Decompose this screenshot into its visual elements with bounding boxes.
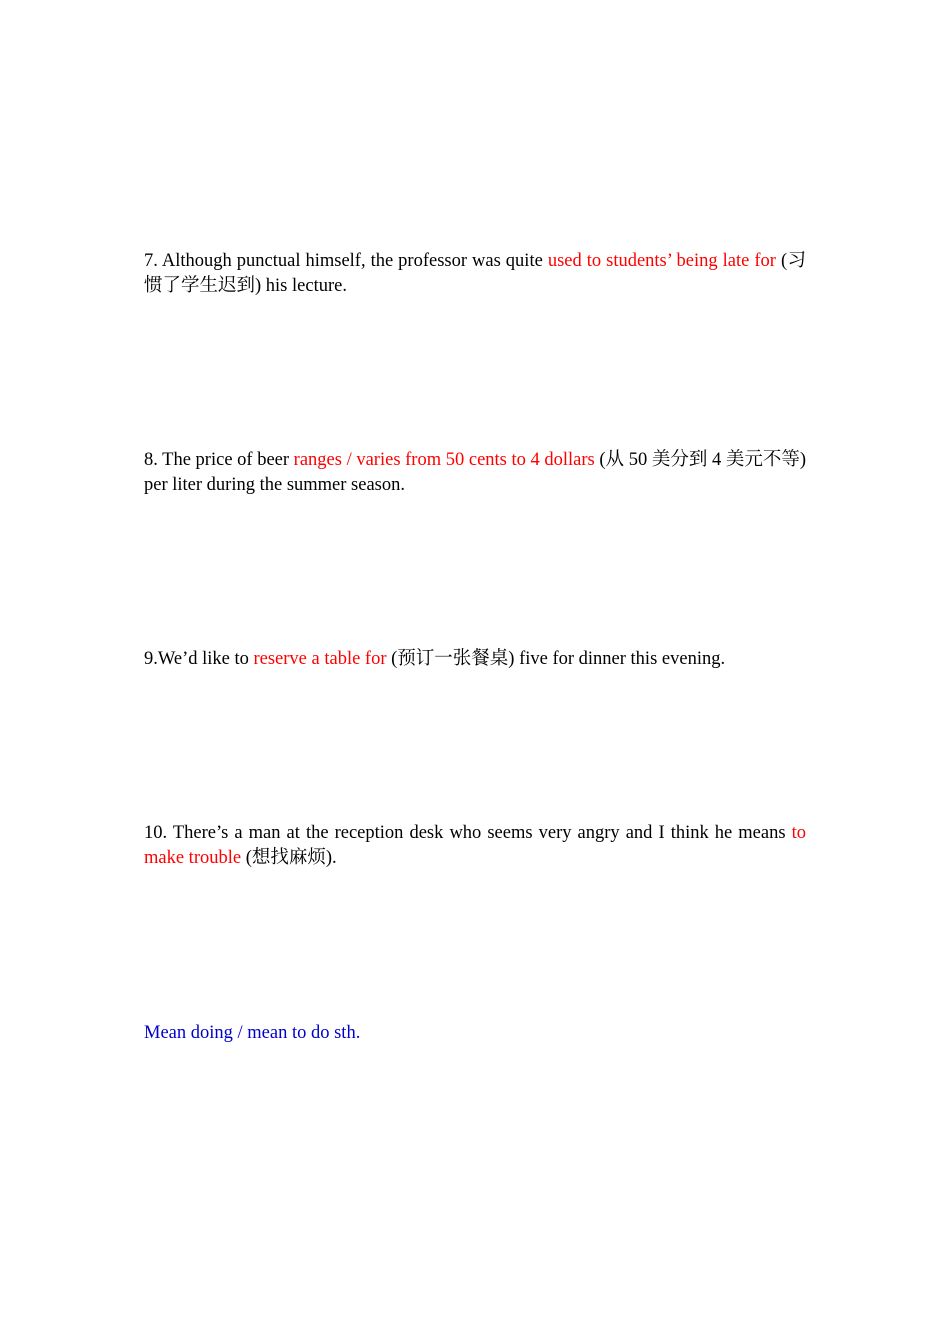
question-10-text: 10. There’s a man at the reception desk who seems very angry and I think he means xyxy=(144,823,792,843)
question-9-text-after: (预订一张餐桌) five for dinner this evening. xyxy=(386,649,726,669)
question-9-answer: reserve a table for xyxy=(253,649,387,669)
question-8-text-after: (从 50 美分到 4 美元不等) per liter during the summer season. xyxy=(144,450,807,495)
question-7-text: 7. Although punctual himself, the professor was quite xyxy=(144,251,548,271)
question-9-text: 9.We’d like to xyxy=(144,649,254,669)
question-7-text-after: (习惯了学生迟到) his lecture. xyxy=(144,251,806,296)
question-10-answer: to make trouble xyxy=(144,823,806,868)
question-10-text-after: (想找麻烦). xyxy=(241,848,337,868)
question-7-answer: used to students’ being late for xyxy=(547,251,776,271)
usage-note: Mean doing / mean to do sth. xyxy=(144,1023,361,1043)
question-10 xyxy=(144,821,806,871)
question-8-answer: ranges / varies from 50 cents to 4 dollars xyxy=(293,450,595,470)
question-8 xyxy=(144,448,806,498)
question-9 xyxy=(144,647,806,672)
question-8-text: 8. The price of beer xyxy=(144,450,294,470)
question-7 xyxy=(144,249,806,299)
